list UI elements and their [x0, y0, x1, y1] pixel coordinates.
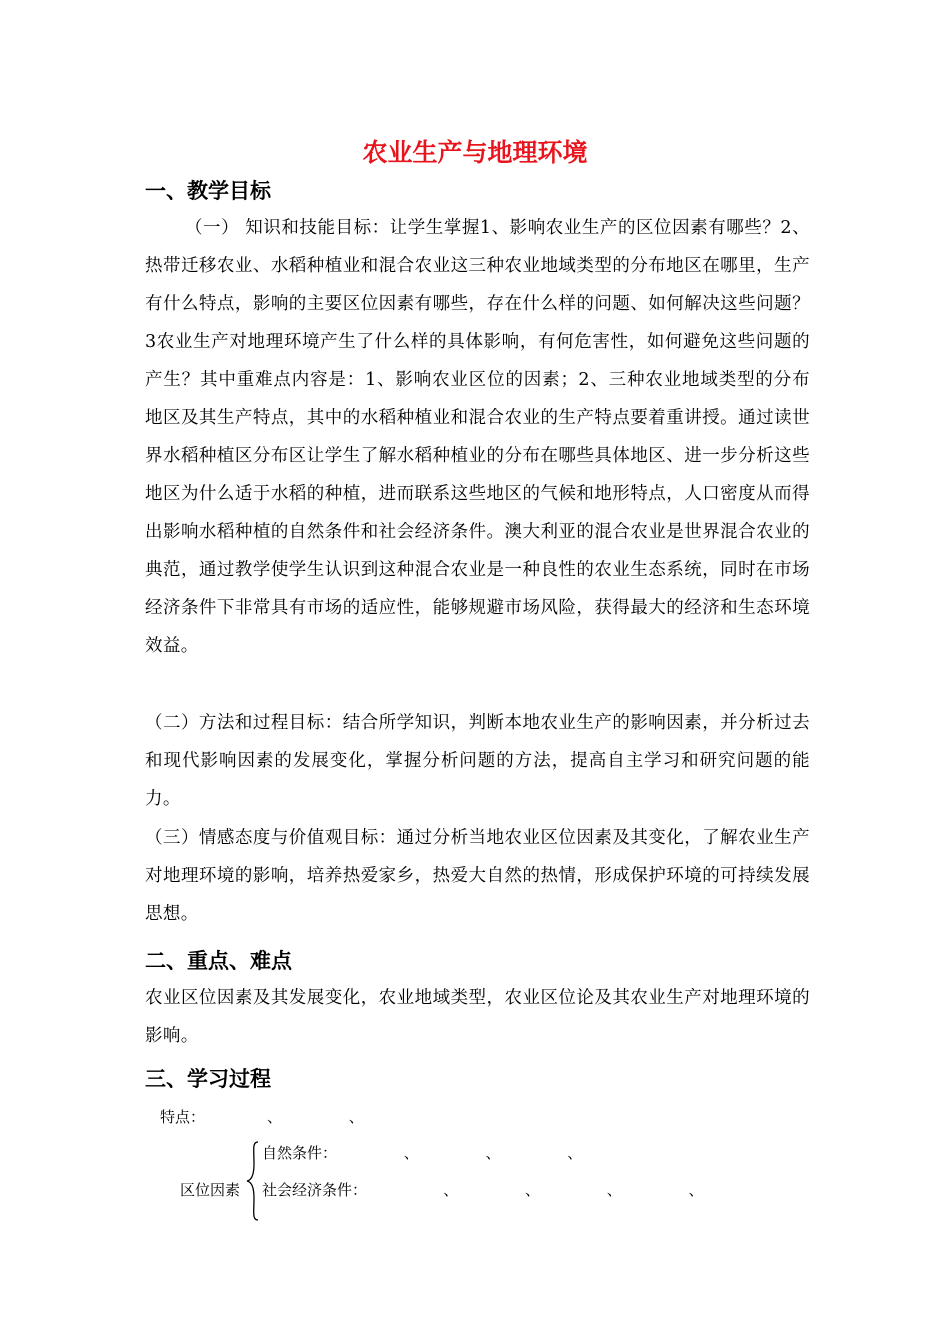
features-line: 特点： 、 、	[160, 1108, 364, 1126]
objectives-attitude-paragraph: （三）情感态度与价值观目标：通过分析当地农业区位因素及其变化，了解农业生产对地理环境的影响，培养热爱家乡，热爱大自然的热情，形成保护环境的可持续发展思想。	[145, 828, 810, 924]
document-title: 农业生产与地理环境	[362, 138, 588, 167]
social-economic-conditions-line: 社会经济条件： 、 、 、 、	[262, 1181, 704, 1199]
section-heading-objectives: 一、教学目标	[145, 179, 271, 203]
objectives-knowledge-paragraph	[145, 209, 810, 665]
location-factors-label: 区位因素	[180, 1181, 241, 1199]
natural-conditions-line: 自然条件： 、 、 、	[262, 1144, 583, 1162]
section-heading-learning-process: 三、学习过程	[145, 1067, 271, 1091]
objectives-method-paragraph: （二）方法和过程目标：结合所学知识，判断本地农业生产的影响因素，并分析过去和现代影响因素的发展变化，掌握分析问题的方法，提高自主学习和研究问题的能力。	[145, 713, 810, 809]
objectives-knowledge-text: （一） 知识和技能目标：让学生掌握1、影响农业生产的区位因素有哪些？2、热带迁移农业、水稻种植业和混合农业这三种农业地域类型的分布地区在哪里，生产有什么特点，影响的主要区位因素有哪些，存在什么样的问题、如何解决这些问题？3农业生产对地理环境产生了什么样的具体影响，有何危害性，如何避免这些问题的产生？其中重难点内容是：1、影响农业区位的因素；2、三种农业地域类型的分布地区及其生产特点，其中的水稻种植业和混合农业的生产特点要着重讲授。通过读世界水稻种植区分布区让学生了解水稻种植业的分布在哪些具体地区、进一步分析这些地区为什么适于水稻的种植，进而联系这些地区的气候和地形特点，人口密度从而得出影响水稻种植的自然条件和社会经济条件。澳大利亚的混合农业是世界混合农业的典范，通过教学使学生认识到这种混合农业是一种良性的农业生态系统，同时在市场经济条件下非常具有市场的适应性，能够规避市场风险，获得最大的经济和生态环境效益。	[145, 218, 810, 656]
key-points-paragraph: 农业区位因素及其发展变化，农业地域类型，农业区位论及其农业生产对地理环境的影响。	[145, 988, 810, 1046]
section-heading-key-points: 二、重点、难点	[145, 949, 292, 973]
